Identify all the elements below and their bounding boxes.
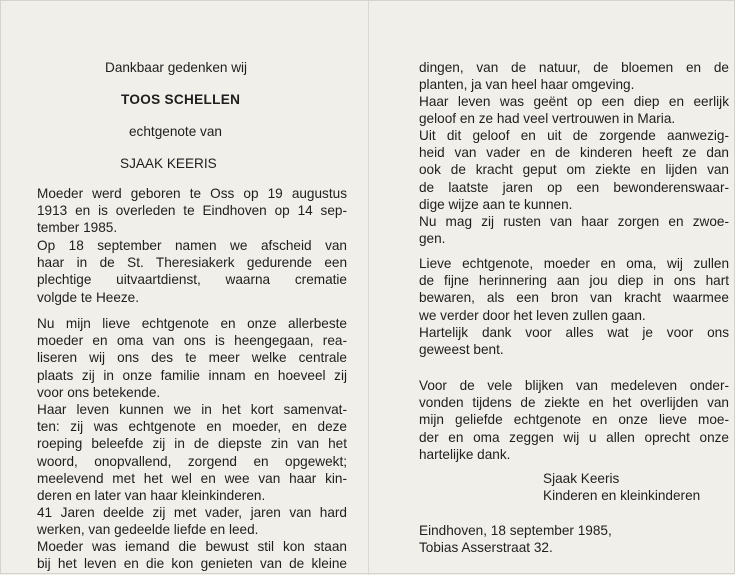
text-line: dingen, van de natuur, de bloemen en de [419, 60, 729, 75]
text-line: planten, ja van heel haar omgeving. [419, 77, 635, 93]
text-line: moeder en oma van ons is heengegaan, rea- [37, 333, 347, 349]
intro-line: Dankbaar gedenken wij [105, 60, 248, 75]
right-paragraph-5 [419, 255, 729, 324]
text-line: vonden tijdens de ziekte en het overlijden van [419, 395, 729, 411]
text-line: Haar leven was geënt op een diep en eerlijk [419, 94, 729, 109]
left-paragraph-5 [37, 504, 347, 538]
text-line: dige wijze aan te kunnen. [419, 196, 573, 212]
signature-name: Sjaak Keeris [543, 471, 620, 486]
text-line: haar in de St. Theresiakerk gedurende een [37, 255, 347, 271]
text-line: de fijne herinnering aan jou diep in ons hart [419, 273, 729, 289]
text-line: roeping beleefde zij in de diepste zin van het [37, 436, 347, 452]
text-line: Nu mag zij rusten van haar zorgen en zwoe- [419, 214, 729, 229]
text-line: plaats zij in onze familie innam en hoeveel zij [37, 367, 347, 383]
address: Tobias Asserstraat 32. [419, 540, 553, 556]
text-line: meelevend met het wel en wee van haar kin- [37, 470, 347, 486]
text-line: voor ons betekende. [37, 384, 161, 400]
text-line: volgde te Heeze. [37, 289, 140, 305]
text-line: Hartelijk dank voor alles wat je voor ons [419, 325, 729, 340]
text-line: gen. [419, 231, 446, 247]
text-line: ook de kracht geput om ziekte en lijden van [419, 162, 729, 178]
text-line: 1913 en is overleden te Eindhoven op 14 sep- [37, 203, 347, 219]
text-line: geloof en ze had veel vertrouwen in Maria. [419, 111, 676, 127]
spouse-name: SJAAK KEERIS [120, 156, 217, 171]
text-line: liseren wij ons des te meer welke centrale [37, 350, 347, 366]
signature-family: Kinderen en kleinkinderen [543, 488, 701, 504]
text-line: bewaren, als een bron van kracht waarmee [419, 290, 729, 306]
text-line: Moeder werd geboren te Oss op 19 augustus [37, 186, 347, 201]
text-line: woord, onopvallend, zorgend en opgewekt; [37, 453, 347, 469]
right-paragraph-2 [419, 93, 729, 127]
text-line: we verder door het leven zullen gaan. [419, 307, 646, 323]
left-paragraph-6 [37, 538, 347, 572]
text-line: Haar leven kunnen we in het kort samenvat- [37, 402, 347, 417]
text-line: heid van vader en de kinderen heeft ze dan [419, 145, 729, 161]
text-line: Uit dit geloof en uit de zorgende aanwezig- [419, 128, 729, 143]
text-line: de laatste jaren op een bewonderenswaar- [419, 179, 729, 195]
left-paragraph-2 [37, 237, 347, 306]
left-paragraph-3 [37, 315, 347, 401]
signature-block [543, 470, 700, 504]
text-line: bij het leven en die kon genieten van de kleine [37, 556, 347, 572]
text-line: Nu mijn lieve echtgenote en onze allerbeste [37, 316, 347, 331]
text-line: hartelijke dank. [419, 446, 511, 462]
deceased-name: TOOS SCHELLEN [121, 92, 241, 107]
right-paragraph-3 [419, 127, 729, 213]
fold-line [368, 1, 369, 575]
text-line: werken, van gedeelde liefde en leed. [37, 522, 259, 538]
text-line: plechtige uitvaartdienst, waarna crematie [37, 272, 347, 288]
text-line: der en oma zeggen wij u allen oprecht onze [419, 429, 729, 445]
right-paragraph-6 [419, 324, 729, 358]
right-paragraph-7 [419, 377, 729, 463]
text-line: Voor de vele blijken van medeleven onder- [419, 378, 729, 393]
text-line: 41 Jaren deelde zij met vader, jaren van hard [37, 505, 347, 520]
text-line: Moeder was iemand die bewust stil kon staan [37, 539, 347, 554]
text-line: Op 18 september namen we afscheid van [37, 238, 347, 253]
address-block [419, 522, 612, 556]
right-paragraph-4 [419, 213, 729, 247]
left-paragraph-1 [37, 185, 347, 237]
text-line: Lieve echtgenote, moeder en oma, wij zullen [419, 256, 729, 271]
left-paragraph-4 [37, 401, 347, 504]
right-paragraph-1 [419, 59, 729, 93]
text-line: ten: zij was echtgenote en moeder, en deze [37, 419, 347, 435]
text-line: tember 1985. [37, 220, 118, 236]
text-line: geweest bent. [419, 342, 504, 358]
place-date: Eindhoven, 18 september 1985, [419, 523, 612, 538]
text-line: mijn geliefde echtgenote en onze lieve moe- [419, 412, 729, 428]
relation-line: echtgenote van [129, 124, 222, 139]
text-line: deren en later van haar kleinkinderen. [37, 487, 266, 503]
